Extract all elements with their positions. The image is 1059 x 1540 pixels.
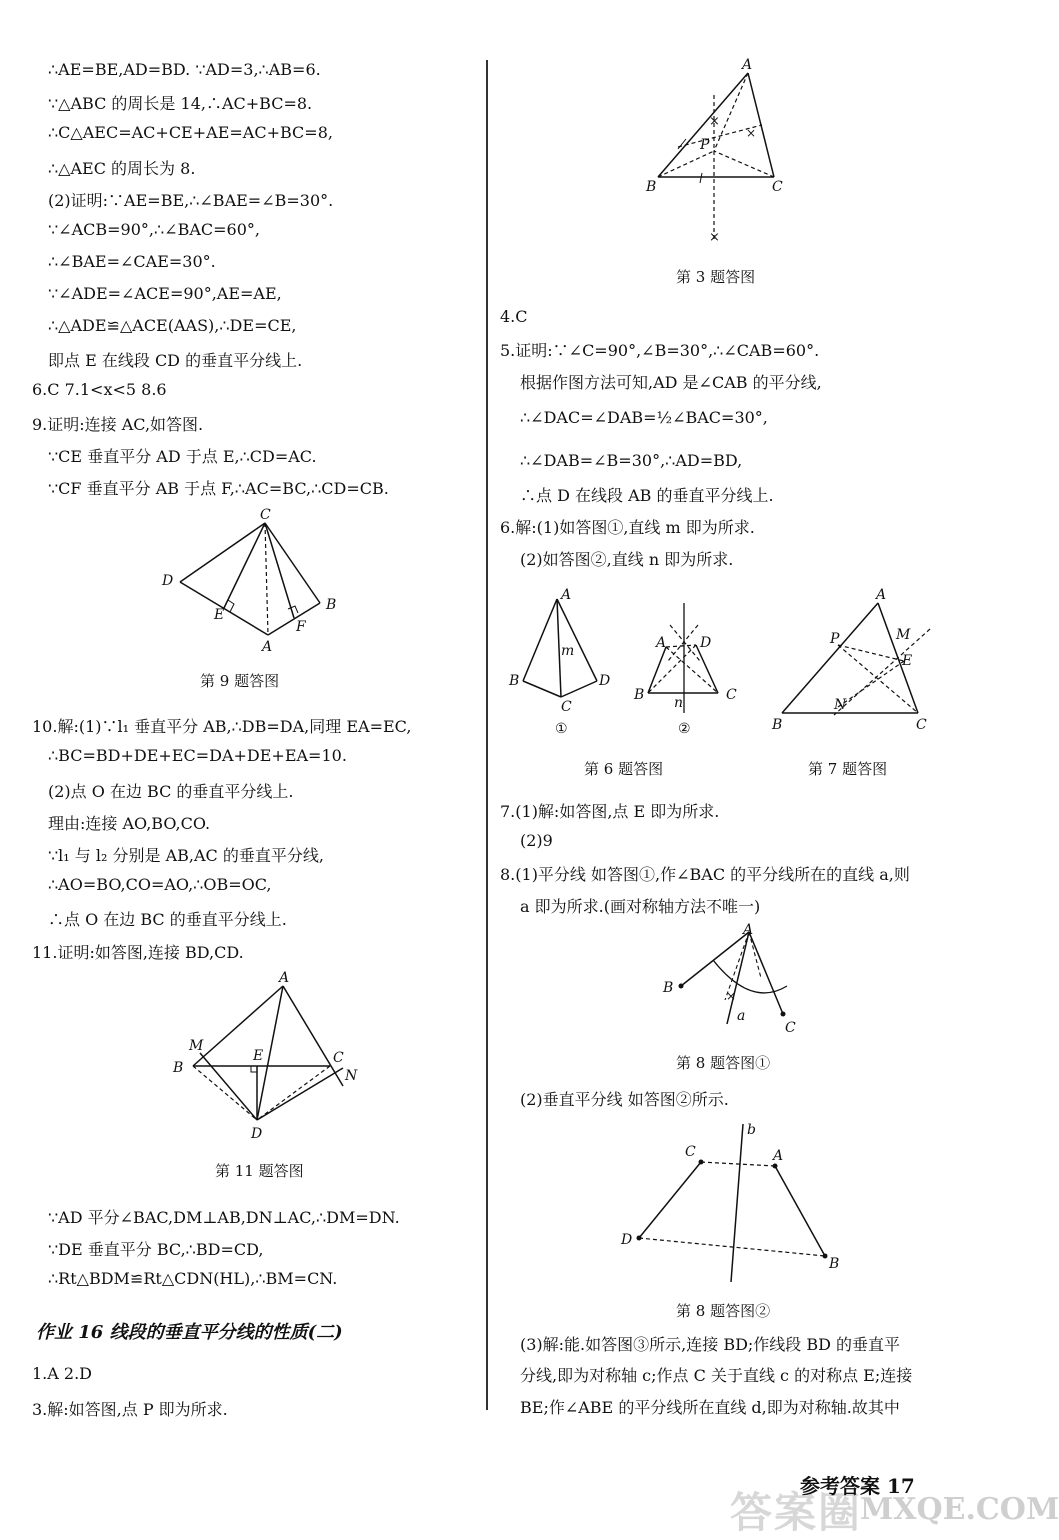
text-line: ∵∠ACB=90°,∴∠BAC=60°,	[48, 220, 260, 239]
point-label: a	[737, 1008, 746, 1024]
text-line: ∴C△AEC=AC+CE+AE=AC+BC=8,	[48, 123, 333, 142]
sub-label: ①	[555, 721, 568, 737]
point-label: D	[621, 1232, 633, 1248]
text-line: ∵AD 平分∠BAC,DM⊥AB,DN⊥AC,∴DM=DN.	[48, 1208, 400, 1227]
text-line: (2)垂直平分线 如答图②所示.	[520, 1090, 729, 1109]
text-line: (2)点 O 在边 BC 的垂直平分线上.	[48, 782, 294, 801]
point-label: P	[830, 631, 840, 647]
text-line: (2)9	[520, 831, 553, 850]
text-line: ∴点 D 在线段 AB 的垂直平分线上.	[520, 486, 774, 505]
sub-label: ②	[678, 721, 691, 737]
figure-6-1	[505, 585, 615, 745]
point-label: D	[162, 573, 174, 589]
point-label: A	[656, 635, 667, 651]
point-label: N	[345, 1068, 358, 1084]
figure-caption: 第 8 题答图②	[676, 1302, 771, 1320]
svg-text:×: ×	[709, 230, 720, 245]
point-label: D	[251, 1126, 263, 1142]
point-label: C	[785, 1020, 796, 1036]
text-line: 3.解:如答图,点 P 即为所求.	[32, 1400, 228, 1419]
text-line: ∵∠ADE=∠ACE=90°,AE=AE,	[48, 284, 282, 303]
text-line: ∵CE 垂直平分 AD 于点 E,∴CD=AC.	[48, 447, 317, 466]
text-line: (3)解:能.如答图③所示,连接 BD;作线段 BD 的垂直平	[520, 1335, 901, 1354]
point-label: C	[260, 507, 271, 523]
homework-title: 作业 16 线段的垂直平分线的性质(二)	[36, 1322, 343, 1343]
point-label: A	[742, 57, 753, 73]
point-label: D	[599, 673, 611, 689]
text-line: BE;作∠ABE 的平分线所在直线 d,即为对称轴.故其中	[520, 1398, 900, 1417]
figure-11	[165, 968, 365, 1148]
text-line: ∴∠DAB=∠B=30°,∴AD=BD,	[520, 451, 743, 470]
point-label: E	[214, 607, 225, 623]
watermark-logo: 答案圈	[730, 1488, 863, 1537]
text-line: ∴BC=BD+DE+EC=DA+DE+EA=10.	[48, 746, 347, 765]
watermark-url: MXQE.COM	[860, 1492, 1059, 1527]
figure-caption: 第 7 题答图	[808, 760, 888, 778]
point-label: D	[700, 635, 712, 651]
text-line: 分线,即为对称轴 c;作点 C 关于直线 c 的对称点 E;连接	[520, 1366, 913, 1385]
point-label: B	[663, 980, 674, 996]
text-line: 5.证明:∵∠C=90°,∠B=30°,∴∠CAB=60°.	[500, 341, 820, 360]
point-label: A	[743, 922, 754, 938]
point-label: A	[773, 1148, 784, 1164]
text-line: 9.证明:连接 AC,如答图.	[32, 415, 204, 434]
text-line: ∴AO=BO,CO=AO,∴OB=OC,	[48, 875, 272, 894]
figure-9	[150, 505, 350, 665]
point-label: B	[326, 597, 337, 613]
figure-caption: 第 8 题答图①	[676, 1054, 771, 1072]
point-label: E	[253, 1048, 264, 1064]
point-label: A	[279, 970, 290, 986]
point-label: A	[262, 639, 273, 655]
text-line: ∴AE=BE,AD=BD. ∵AD=3,∴AB=6.	[48, 60, 321, 79]
svg-text:×: ×	[746, 126, 757, 140]
figure-3	[630, 55, 800, 250]
point-label: B	[646, 179, 657, 195]
text-line: (2)如答图②,直线 n 即为所求.	[520, 550, 734, 569]
text-line: (2)证明:∵AE=BE,∴∠BAE=∠B=30°.	[48, 191, 334, 210]
point-label: C	[916, 717, 927, 733]
figure-caption: 第 11 题答图	[215, 1162, 304, 1180]
point-label: C	[726, 687, 737, 703]
point-label: N	[834, 697, 847, 713]
text-line: 理由:连接 AO,BO,CO.	[48, 814, 211, 833]
text-line: 4.C	[500, 307, 528, 326]
text-line: 即点 E 在线段 CD 的垂直平分线上.	[48, 351, 303, 370]
figure-caption: 第 6 题答图	[584, 760, 664, 778]
text-line: 7.(1)解:如答图,点 E 即为所求.	[500, 802, 720, 821]
text-line: 11.证明:如答图,连接 BD,CD.	[32, 943, 244, 962]
text-line: ∴△AEC 的周长为 8.	[48, 159, 196, 178]
text-line: ∴∠DAC=∠DAB=½∠BAC=30°,	[520, 408, 768, 427]
text-line: ∴△ADE≌△ACE(AAS),∴DE=CE,	[48, 316, 297, 335]
text-line: 8.(1)平分线 如答图①,作∠BAC 的平分线所在的直线 a,则	[500, 865, 910, 884]
text-line: ∴∠BAE=∠CAE=30°.	[48, 252, 216, 271]
point-label: n	[674, 695, 684, 711]
point-label: A	[561, 587, 572, 603]
point-label: C	[561, 699, 572, 715]
point-label: b	[747, 1122, 756, 1138]
page-footer: 参考答案 17	[800, 1474, 915, 1498]
point-label: m	[561, 643, 575, 659]
text-line: ∴Rt△BDM≌Rt△CDN(HL),∴BM=CN.	[48, 1269, 338, 1288]
point-label: M	[189, 1038, 204, 1054]
point-label: E	[902, 653, 913, 669]
figure-8-2	[615, 1120, 845, 1290]
text-line: ∴点 O 在边 BC 的垂直平分线上.	[48, 910, 287, 929]
text-line: ∵l₁ 与 l₂ 分别是 AB,AC 的垂直平分线,	[48, 846, 324, 865]
point-label: B	[173, 1060, 184, 1076]
point-label: P	[700, 137, 710, 153]
figure-6-2	[630, 595, 750, 745]
figure-caption: 第 9 题答图	[200, 672, 280, 690]
text-line: 根据作图方法可知,AD 是∠CAB 的平分线,	[520, 373, 822, 392]
point-label: A	[876, 587, 887, 603]
column-divider	[486, 60, 488, 1410]
text-line: 6.解:(1)如答图①,直线 m 即为所求.	[500, 518, 755, 537]
figure-8-1	[655, 920, 815, 1045]
point-label: B	[772, 717, 783, 733]
text-line: ∵CF 垂直平分 AB 于点 F,∴AC=BC,∴CD=CB.	[48, 479, 389, 498]
text-line: a 即为所求.(画对称轴方法不唯一)	[520, 897, 761, 916]
text-line: 10.解:(1)∵l₁ 垂直平分 AB,∴DB=DA,同理 EA=EC,	[32, 717, 412, 736]
text-line: ∵DE 垂直平分 BC,∴BD=CD,	[48, 1240, 264, 1259]
text-line: ∵△ABC 的周长是 14,∴AC+BC=8.	[48, 94, 313, 113]
text-line: 6.C 7.1<x<5 8.6	[32, 380, 167, 399]
svg-text:×: ×	[709, 114, 720, 129]
point-label: C	[333, 1050, 344, 1066]
figure-caption: 第 3 题答图	[676, 268, 756, 286]
point-label: F	[296, 619, 306, 635]
point-label: C	[772, 179, 783, 195]
point-label: B	[634, 687, 645, 703]
point-label: C	[685, 1144, 696, 1160]
svg-text:×: ×	[726, 989, 737, 1003]
point-label: M	[896, 627, 911, 643]
text-line: 1.A 2.D	[32, 1364, 92, 1383]
figure-7	[770, 585, 940, 735]
point-label: B	[829, 1256, 840, 1272]
point-label: B	[509, 673, 520, 689]
